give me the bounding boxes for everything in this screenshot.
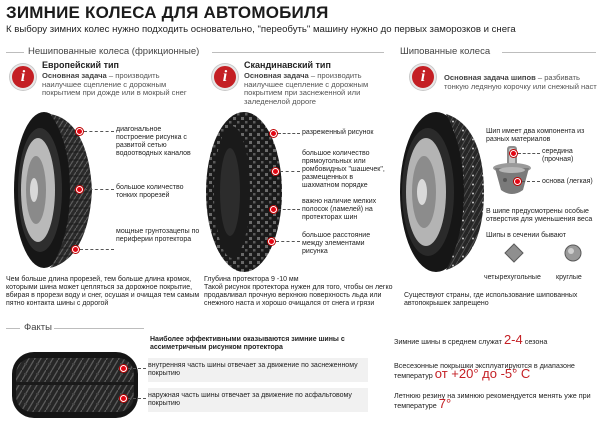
marker-dot	[120, 365, 127, 372]
leader-line	[522, 181, 540, 182]
leader-line	[84, 131, 114, 132]
section-facts-title: Факты	[24, 322, 52, 333]
scandinavian-note: большое количество прямоугольных или ромбовидных "шашечек", размещенных в шахматном порядке	[302, 150, 385, 189]
european-note: большое количество тонких прорезей	[116, 184, 184, 199]
european-footer: Чем больше длина прорезей, тем больше длина кромок, которыми шина может цепляться за дорожное покрытие, вбирая в прорези воду и снег, осушая и очищая тем самым пятно контакта шины с дорогой	[6, 276, 200, 307]
leader-line	[280, 171, 300, 172]
section-divider	[6, 328, 20, 329]
scandinavian-note: большое расстояние между элементами рисунка	[302, 232, 371, 255]
european-type-title: Европейский тип	[42, 60, 119, 70]
marker-dot	[72, 246, 79, 253]
stud-shape-quad-label: четырехугольные	[484, 274, 541, 281]
marker-dot	[510, 150, 517, 157]
marker-dot	[272, 168, 279, 175]
section-divider	[6, 52, 24, 53]
section-divider	[502, 52, 596, 53]
stud-core-label: середина (прочная)	[542, 148, 574, 163]
info-icon: i	[410, 64, 436, 90]
studded-tire-illustration	[388, 108, 488, 276]
section-studded-title: Шипованные колеса	[400, 46, 491, 57]
marker-dot	[270, 130, 277, 137]
scandinavian-note: важно наличие мелких полосок (ламелей) на протекторах шин	[302, 198, 377, 221]
facts-intro: Наиболее эффективными оказываются зимние шины с ассиметричным рисунком протектора	[150, 336, 345, 351]
marker-dot	[76, 128, 83, 135]
marker-dot	[514, 178, 521, 185]
fact-change-temperature: Летнюю резину на зимнюю рекомендуется менять уже при температуре 7°	[394, 391, 591, 412]
leader-line	[276, 241, 300, 242]
section-non-studded-title: Нешипованные колеса (фрикционные)	[28, 46, 200, 57]
stud-shape-round-label: круглые	[556, 274, 582, 281]
leader-line	[80, 249, 114, 250]
leader-line	[128, 368, 146, 369]
marker-dot	[268, 238, 275, 245]
studded-footer: Существуют страны, где использование шипованных автопокрышек запрещено	[404, 292, 578, 307]
marker-dot	[76, 186, 83, 193]
european-note: мощные грунтозацепы по периферии протектора	[116, 228, 200, 243]
info-icon: i	[10, 64, 36, 90]
marker-dot	[120, 395, 127, 402]
leader-line	[128, 398, 146, 399]
marker-dot	[270, 206, 277, 213]
page-subtitle: К выбору зимних колес нужно подходить основательно, "переобуть" машину нужно до первых заморозков и снега	[6, 24, 516, 35]
european-note: диагональное построение рисунка с развитой сетью водоотводных каналов	[116, 126, 191, 157]
stud-parts-title: Шип имеет два компонента из разных материалов	[486, 128, 585, 143]
leader-line	[278, 209, 300, 210]
fact-service-life: Зимние шины в среднем служат 2-4 сезона	[394, 332, 548, 347]
scandinavian-footer: Глубина протектора 9 -10 мм Такой рисунок протектора нужен для того, чтобы он легко продавливал прочную верхнюю поверхность льда или снежного наста и хорошо очищался от снега и грязи	[204, 276, 393, 307]
quadrangular-stud-icon	[504, 243, 524, 263]
scandinavian-type-title: Скандинавский тип	[244, 60, 331, 70]
european-task: Основная задача – производить наилучшее сцепление с дорожным покрытием при дожде или в мокрый снег	[42, 71, 187, 98]
facts-outer-part: наружная часть шины отвечает за движение по асфальтовому покрытию	[148, 388, 368, 412]
leader-line	[84, 189, 114, 190]
section-divider	[54, 328, 144, 329]
scandinavian-note: разреженный рисунок	[302, 129, 374, 136]
fact-all-season-range: Всесезонные покрышки эксплуатируются в диапазоне температур от +20° до -5° С	[394, 361, 575, 382]
leader-line	[518, 153, 540, 154]
page-title: ЗИМНИЕ КОЛЕСА ДЛЯ АВТОМОБИЛЯ	[6, 3, 329, 22]
stud-base-label: основа (легкая)	[542, 178, 593, 185]
round-stud-icon	[564, 244, 582, 262]
scandinavian-task: Основная задача – производить наилучшее сцепление с дорожным покрытием при заснеженной или заледенелой дороге	[244, 71, 369, 106]
stud-holes-note: В шипе предусмотрены особые отверстия для уменьшения веса	[486, 208, 593, 223]
info-icon: i	[212, 64, 238, 90]
facts-inner-part: внутренняя часть шины отвечает за движение по заснеженному покрытию	[148, 358, 368, 382]
leader-line	[278, 133, 300, 134]
studded-task: Основная задача шипов – разбивать тонкую ледяную корочку или снежный наст	[444, 73, 597, 91]
scandinavian-tire-illustration	[192, 108, 292, 276]
section-divider	[212, 52, 384, 53]
asymmetric-tread-illustration	[10, 350, 140, 420]
stud-shapes-title: Шипы в сечении бывают	[486, 232, 566, 239]
